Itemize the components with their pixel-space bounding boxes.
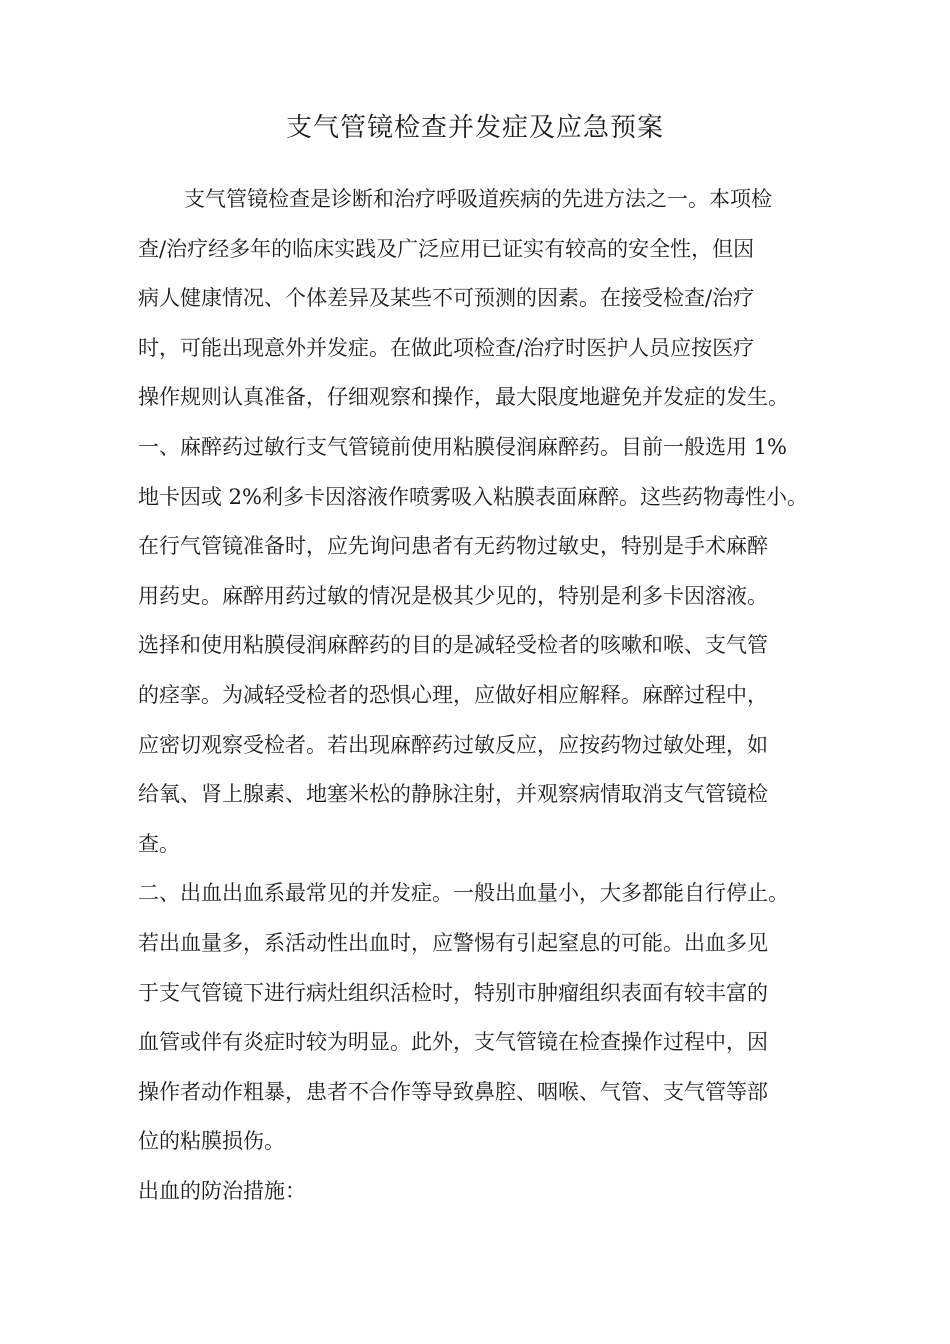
text-line: 操作规则认真准备，仔细观察和操作，最大限度地避免并发症的发生。 — [138, 385, 789, 410]
text-line: 应密切观察受检者。若出现麻醉药过敏反应，应按药物过敏处理，如 — [138, 732, 768, 757]
text-line: 病人健康情况、个体差异及某些不可预测的因素。在接受检查/治疗 — [138, 286, 755, 311]
text-line: 操作者动作粗暴，患者不合作等导致鼻腔、咽喉、气管、支气管等部 — [138, 1079, 768, 1104]
text-line: 在行气管镜准备时，应先询问患者有无药物过敏史，特别是手术麻醉 — [138, 534, 768, 559]
text-line: 用药史。麻醉用药过敏的情况是极其少见的，特别是利多卡因溶液。 — [138, 583, 768, 608]
text-line: 血管或伴有炎症时较为明显。此外，支气管镜在检查操作过程中，因 — [138, 1030, 768, 1055]
text-line: 时，可能出现意外并发症。在做此项检查/治疗时医护人员应按医疗 — [138, 335, 755, 360]
document-title: 支气管镜检查并发症及应急预案 — [285, 113, 664, 143]
text-line: 若出血量多，系活动性出血时，应警惕有引起窒息的可能。出血多见 — [138, 930, 768, 955]
text-line: 的痉挛。为减轻受检者的恐惧心理，应做好相应解释。麻醉过程中， — [138, 682, 768, 707]
text-line: 查/治疗经多年的临床实践及广泛应用已证实有较高的安全性，但因 — [138, 236, 755, 261]
text-line: 支气管镜检查是诊断和治疗呼吸道疾病的先进方法之一。本项检 — [184, 187, 772, 211]
section-heading-2: 二、出血出血系最常见的并发症。一般出血量小，大多都能自行停止。 — [138, 881, 789, 906]
text-line: 位的粘膜损伤。 — [138, 1129, 285, 1154]
subheading: 出血的防治措施： — [138, 1178, 306, 1203]
text-line: 查。 — [138, 831, 180, 856]
text-line: 给氧、肾上腺素、地塞米松的静脉注射，并观察病情取消支气管镜检 — [138, 782, 768, 807]
section-heading-1: 一、麻醉药过敏行支气管镜前使用粘膜侵润麻醉药。目前一般选用 1% — [138, 434, 787, 459]
text-line: 选择和使用粘膜侵润麻醉药的目的是减轻受检者的咳嗽和喉、支气管 — [138, 633, 768, 658]
text-line: 于支气管镜下进行病灶组织活检时，特别市肿瘤组织表面有较丰富的 — [138, 980, 768, 1005]
document-body — [138, 175, 838, 1216]
text-line: 地卡因或 2%利多卡因溶液作喷雾吸入粘膜表面麻醉。这些药物毒性小。 — [138, 484, 808, 509]
